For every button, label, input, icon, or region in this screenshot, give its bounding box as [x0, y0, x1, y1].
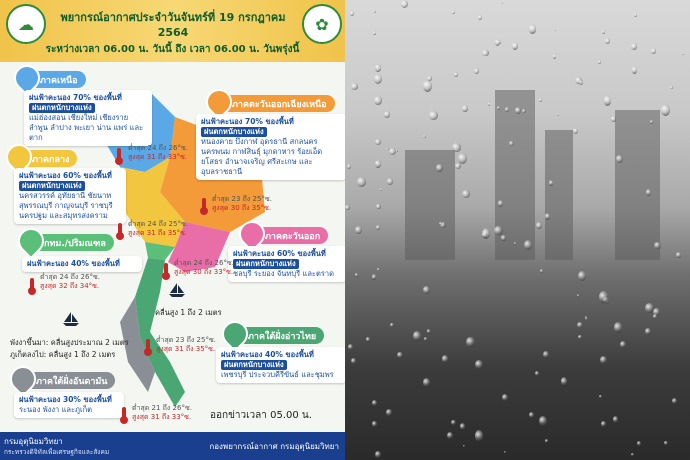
raindrop [605, 38, 610, 44]
raindrop [494, 226, 503, 236]
raindrop [387, 178, 393, 185]
raindrop [475, 360, 483, 369]
thermometer-icon [118, 223, 122, 237]
thermometer-icon [146, 339, 150, 353]
wave-height-gulf: คลื่นสูง 1 ถึง 2 เมตร [155, 308, 222, 317]
raindrop [351, 358, 356, 364]
wave-height-andaman-south: ภูเก็ตลงไป: คลื่นสูง 1 ถึง 2 เมตร [10, 350, 116, 359]
raindrop [613, 416, 618, 423]
raindrop [573, 128, 578, 134]
raindrop [654, 242, 660, 249]
raindrop [452, 10, 455, 14]
raindrop [424, 337, 427, 341]
temp-east: ต่ำสุด 24 ถึง 26°ซ. สูงสุด 30 ถึง 33°ซ. [174, 259, 234, 276]
issued-time: ออกข่าวเวลา 05.00 น. [210, 410, 312, 421]
region-badge-south-andaman: ภาคใต้ฝั่งอันดามัน [14, 372, 115, 389]
region-card-south-andaman: ฝนฟ้าคะนอง 30% ของพื้นที่ ระนอง พังงา และภูเก็ต [14, 392, 124, 418]
raindrop [386, 409, 392, 416]
raindrop [366, 337, 370, 341]
raindrop [616, 155, 623, 163]
raindrop [350, 11, 354, 17]
blurred-building [405, 150, 455, 260]
thermometer-icon [202, 198, 206, 212]
raindrop [372, 421, 376, 426]
infographic-header [0, 0, 345, 62]
region-card-northeast: ฝนฟ้าคะนอง 70% ของพื้นที่ ฝนตกหนักบางแห่ง หนองคาย บึงกาฬ อุดรธานี สกลนคร นครพนม กาฬสินธุ์ มุกดาหาร ร้อยเอ็ด ยโสธร อำนาจเจริญ ศรีสะเกษ และอุบลราชธานี [196, 114, 345, 180]
raindrop [373, 31, 376, 34]
raindrop [501, 2, 503, 4]
raindrop [604, 95, 612, 106]
temp-northeast: ต่ำสุด 23 ถึง 25°ซ. สูงสุด 30 ถึง 35°ซ. [212, 195, 272, 212]
raindrop [611, 116, 616, 122]
raindrop [553, 54, 557, 58]
raindrop [384, 111, 389, 118]
raindrop [598, 60, 602, 64]
raindrop [505, 107, 509, 112]
raindrop [345, 205, 350, 210]
raindrop [355, 226, 362, 234]
raindrop [535, 371, 539, 377]
raindrop [631, 453, 634, 456]
raindrop [529, 412, 534, 418]
raindrop [577, 294, 579, 297]
raindrop [578, 271, 586, 281]
region-badge-north: ภาคเหนือ [18, 71, 86, 88]
temp-south-gulf: ต่ำสุด 23 ถึง 25°ซ. สูงสุด 31 ถึง 35°ซ. [156, 336, 216, 353]
raindrop [664, 441, 667, 444]
raindrop [634, 13, 637, 17]
raindrop [351, 83, 358, 90]
region-badge-east: ภาคตะวันออก [243, 227, 328, 244]
raindrop [423, 378, 430, 387]
raindrop [632, 66, 638, 74]
forecast-title: พยากรณ์อากาศประจำวันจันทร์ที่ 19 กรกฎาคม 2564 [60, 11, 286, 39]
raindrop [557, 113, 559, 116]
raindrop [427, 329, 431, 334]
region-card-east: ฝนฟ้าคะนอง 60% ของพื้นที่ ฝนตกหนักบางแห่ง ชลบุรี ระยอง จันทบุรี และตราด [228, 246, 345, 282]
raindrop [554, 29, 556, 31]
region-badge-south-gulf: ภาคใต้ฝั่งอ่าวไทย [226, 327, 324, 344]
blurred-building [615, 110, 660, 260]
raindrop [375, 160, 381, 168]
raindrop [504, 451, 506, 454]
raindrop [539, 416, 547, 426]
region-badge-bangkok: กทม./ปริมณฑล [22, 234, 114, 251]
region-card-north: ฝนฟ้าคะนอง 70% ของพื้นที่ ฝนตกหนักบางแห่ง แม่ฮ่องสอน เชียงใหม่ เชียงราย ลำพูน ลำปาง พะเยา น่าน แพร่ และตาก [24, 90, 152, 146]
raindrop [536, 222, 543, 229]
region-card-south-gulf: ฝนฟ้าคะนอง 40% ของพื้นที่ ฝนตกหนักบางแห่ง เพชรบุรี ประจวบคีรีขันธ์ และชุมพร [216, 347, 345, 383]
raindrop [377, 268, 379, 271]
raindrop [645, 303, 654, 313]
raindrop [661, 104, 670, 116]
raindrop [463, 445, 465, 448]
raindrop [653, 314, 657, 319]
raindrop [348, 344, 353, 350]
raindrop [423, 286, 430, 295]
raindrop [488, 102, 491, 105]
raindrop [578, 335, 582, 339]
raindrop [561, 377, 567, 385]
raindrop [390, 323, 394, 328]
raindrop [466, 337, 474, 347]
thermometer-icon [122, 407, 126, 421]
raindrop [602, 30, 605, 33]
raindrop [645, 328, 651, 334]
raindrop [549, 180, 553, 186]
raindrop [501, 235, 505, 241]
thermometer-icon [117, 148, 121, 162]
raindrop [599, 395, 602, 398]
raindrop [474, 68, 479, 74]
raindrop [460, 423, 465, 430]
raindrop [347, 164, 351, 169]
raindrop [540, 269, 543, 273]
raindrop [462, 190, 470, 198]
raindrop [375, 64, 381, 71]
raindrop [670, 86, 673, 89]
raindrop [539, 98, 543, 102]
raindrop [451, 420, 456, 425]
map-region-south-east [135, 258, 185, 407]
region-badge-northeast: ภาคตะวันออกเฉียงเหนือ [210, 95, 335, 112]
forecast-period: ระหว่างเวลา 06.00 น. วันนี้ ถึง เวลา 06.00 น. วันพรุ่งนี้ [45, 44, 300, 55]
raindrop [413, 331, 420, 341]
region-badge-central: ภาคกลาง [10, 150, 77, 167]
raindrop [357, 177, 366, 188]
raindrop [524, 240, 532, 250]
temp-bangkok: ต่ำสุด 24 ถึง 26°ซ. สูงสุด 32 ถึง 34°ซ. [40, 273, 100, 290]
raindrop [401, 0, 409, 8]
ministry-logo: ✿ [302, 4, 342, 44]
raindrop [427, 76, 432, 81]
raindrop [447, 432, 453, 439]
raindrop [577, 322, 583, 329]
raindrop [672, 398, 677, 404]
temp-south-andaman: ต่ำสุด 21 ถึง 26°ซ. สูงสุด 31 ถึง 33°ซ. [132, 404, 192, 421]
raindrop [423, 135, 425, 138]
raindrop [543, 351, 549, 358]
raindrop [614, 322, 622, 333]
region-card-bangkok: ฝนฟ้าคะนอง 40% ของพื้นที่ [22, 256, 142, 272]
raindrop [375, 139, 381, 146]
raindrop [545, 439, 548, 443]
thermometer-icon [30, 278, 34, 292]
raindrop [462, 105, 468, 111]
raindrop [631, 43, 637, 50]
raindrop [482, 50, 488, 57]
tmd-logo: ☁ [6, 4, 46, 44]
raindrop [601, 421, 606, 427]
wave-height-andaman-north: พังงาขึ้นมา: คลื่นสูงประมาณ 2 เมตร [10, 338, 129, 347]
raindrop [682, 52, 684, 55]
raindrop [637, 441, 641, 446]
raindrop [442, 355, 448, 362]
raindrop [429, 111, 437, 120]
region-card-central: ฝนฟ้าคะนอง 60% ของพื้นที่ ฝนตกหนักบางแห่ง นครสวรรค์ อุทัยธานี ชัยนาท สุพรรณบุรี กาญจนบุรี ราชบุรี นครปฐม และสมุทรสงคราม [14, 168, 126, 224]
raindrop [455, 163, 461, 169]
raindrop [376, 225, 380, 229]
raindrop [512, 42, 518, 50]
raindrop [495, 39, 500, 46]
infographic-footer: กรมอุตุนิยมวิทยา กระทรวงดิจิทัลเพื่อเศรษฐกิจและสังคม กองพยากรณ์อากาศ กรมอุตุนิยมวิทยา [0, 432, 345, 460]
raindrop [651, 48, 656, 54]
raindrop [475, 430, 483, 441]
raindrop [380, 188, 383, 191]
raindrop [372, 400, 377, 406]
raindrop [423, 80, 432, 92]
raindrop [397, 352, 403, 359]
raindrop [515, 107, 522, 114]
raindrop [452, 143, 461, 152]
temp-central: ต่ำสุด 24 ถึง 25°ซ. สูงสุด 31 ถึง 35°ซ. [128, 220, 188, 237]
raindrop [599, 291, 607, 302]
raindrop [676, 252, 681, 257]
raindrop [373, 10, 376, 13]
raindrop [650, 120, 653, 124]
raindrop [478, 15, 483, 20]
sailboat-icon [168, 283, 186, 297]
raindrop [374, 96, 382, 105]
raindrop [372, 274, 376, 279]
raindrop [579, 80, 583, 85]
raindrop [497, 106, 500, 110]
raindrop [600, 356, 607, 364]
raindrop [458, 153, 467, 164]
raindrop [389, 148, 396, 155]
thermometer-icon [164, 263, 168, 277]
temp-north: ต่ำสุด 24 ถึง 26°ซ. สูงสุด 31 ถึง 33°ซ. [128, 144, 188, 161]
blurred-building [545, 130, 573, 260]
raindrop [454, 72, 458, 76]
raindrop [502, 394, 508, 401]
raindrop [482, 228, 490, 239]
sailboat-icon [62, 312, 80, 326]
raindrop [375, 451, 381, 458]
rain-on-window-photo [345, 0, 690, 460]
raindrop [620, 341, 626, 348]
raindrop [374, 74, 382, 84]
raindrop [529, 24, 537, 34]
raindrop [355, 273, 358, 277]
raindrop [376, 204, 380, 210]
